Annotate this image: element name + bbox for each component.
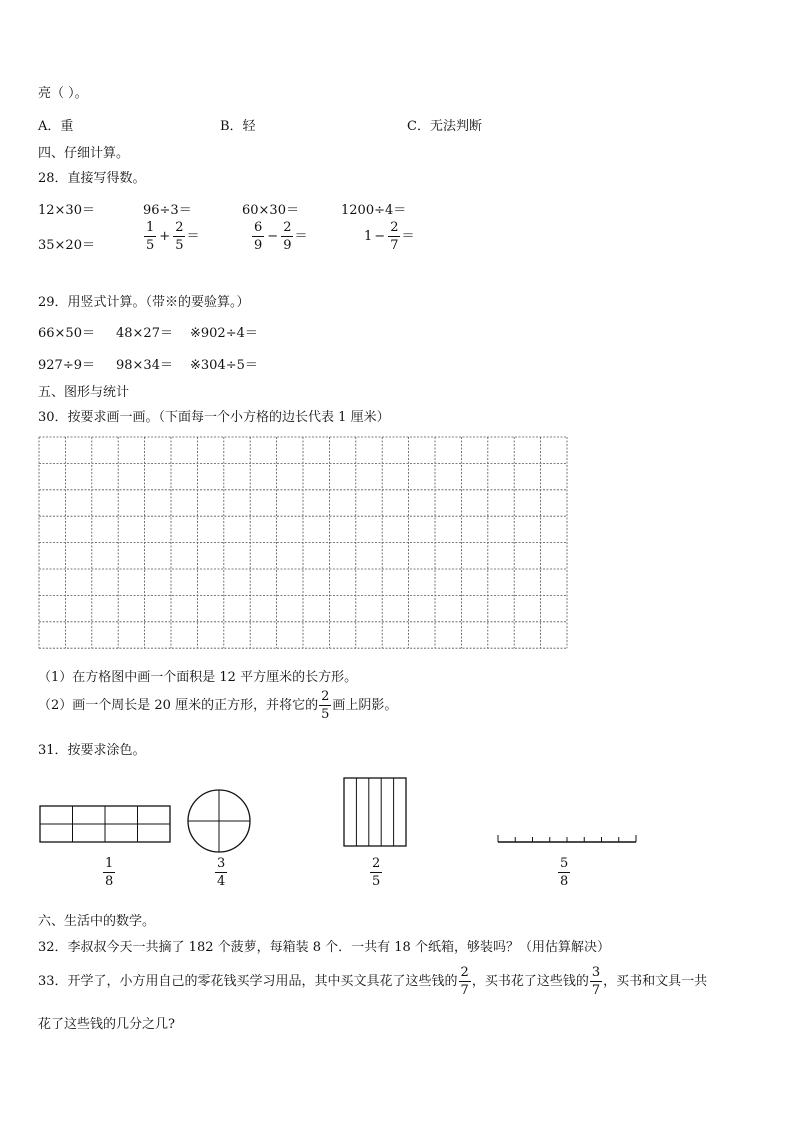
fraction: $\frac{2}{5}$ xyxy=(175,220,184,253)
section6-title: 六、生活中的数学。 xyxy=(38,914,156,929)
q31-fraction-2: $\frac{3}{4}$ xyxy=(217,856,226,889)
fraction: $\frac{3}{7}$ xyxy=(591,965,601,998)
q31-fraction-4: $\frac{5}{8}$ xyxy=(560,856,569,889)
section4-title: 四、仔细计算。 xyxy=(38,146,130,161)
q31-fraction-3: $\frac{2}{5}$ xyxy=(372,856,381,889)
q30-sub2: （2）画一个周长是 20 厘米的正方形，并将它的 $\frac{2}{5}$ 画上阴影。 xyxy=(38,689,398,722)
q27-line-tail: 亮（ ）。 xyxy=(38,86,88,101)
q32-text: 32．李叔叔今天一共摘了 182 个菠萝，每箱装 8 个．一共有 18 个纸箱，够装吗？（用估算解决） xyxy=(38,940,610,955)
segmented-line xyxy=(496,832,638,848)
fraction: $\frac{2}{5}$ xyxy=(321,689,330,722)
q29-item-4: 927÷9＝ xyxy=(38,358,95,373)
q29-item-5: 98×34＝ xyxy=(116,358,173,373)
fraction: $\frac{6}{9}$ xyxy=(254,220,263,253)
q28-item-4: 1200÷4＝ xyxy=(341,203,407,218)
q28-fraction-expr-1: $\frac{1}{5}$ + $\frac{2}{5}$ ＝ xyxy=(146,220,200,253)
fraction: $\frac{2}{7}$ xyxy=(460,965,469,998)
square-grid xyxy=(38,436,570,649)
q27-option-b: B．轻 xyxy=(220,119,256,134)
rectangle-eighths xyxy=(38,802,174,846)
q29-title: 29．用竖式计算。（带※的要验算。） xyxy=(38,295,250,310)
fraction: $\frac{2}{9}$ xyxy=(283,220,292,253)
fraction: $\frac{2}{7}$ xyxy=(390,220,399,253)
q28-item-5: 35×20＝ xyxy=(38,238,95,253)
q29-item-2: 48×27＝ xyxy=(116,326,173,341)
q28-title: 28．直接写得数。 xyxy=(38,171,146,186)
q30-sub1: （1）在方格图中画一个面积是 12 平方厘米的长方形。 xyxy=(38,670,358,685)
section5-title: 五、图形与统计 xyxy=(38,385,130,400)
q29-item-1: 66×50＝ xyxy=(38,326,95,341)
q27-option-a: A．重 xyxy=(38,119,74,134)
rectangle-fifths xyxy=(340,776,410,848)
q29-item-3: ※902÷4＝ xyxy=(190,326,258,341)
circle-quarters xyxy=(186,788,252,854)
q28-fraction-expr-2: $\frac{6}{9}$ − $\frac{2}{9}$ ＝ xyxy=(254,220,308,253)
q28-item-3: 60×30＝ xyxy=(242,203,299,218)
q31-title: 31．按要求涂色。 xyxy=(38,743,146,758)
q28-item-2: 96÷3＝ xyxy=(143,203,192,218)
q29-item-6: ※304÷5＝ xyxy=(190,358,258,373)
q27-option-c: C．无法判断 xyxy=(407,119,482,134)
q33-line2: 花了这些钱的几分之几? xyxy=(38,1017,175,1032)
q33-line1: 33．开学了，小方用自己的零花钱买学习用品，其中买文具花了这些钱的 $\frac{2}{7}$ ，买书花了这些钱的 $\frac{3}{7}$ ，买书和文具一共 xyxy=(38,965,708,998)
q28-fraction-expr-3: 1 − $\frac{2}{7}$ ＝ xyxy=(364,220,415,253)
q28-item-1: 12×30＝ xyxy=(38,203,95,218)
q31-fraction-1: $\frac{1}{8}$ xyxy=(105,856,114,889)
q30-title: 30．按要求画一画。（下面每一个小方格的边长代表 1 厘米） xyxy=(38,410,390,425)
fraction: $\frac{1}{5}$ xyxy=(146,220,155,253)
